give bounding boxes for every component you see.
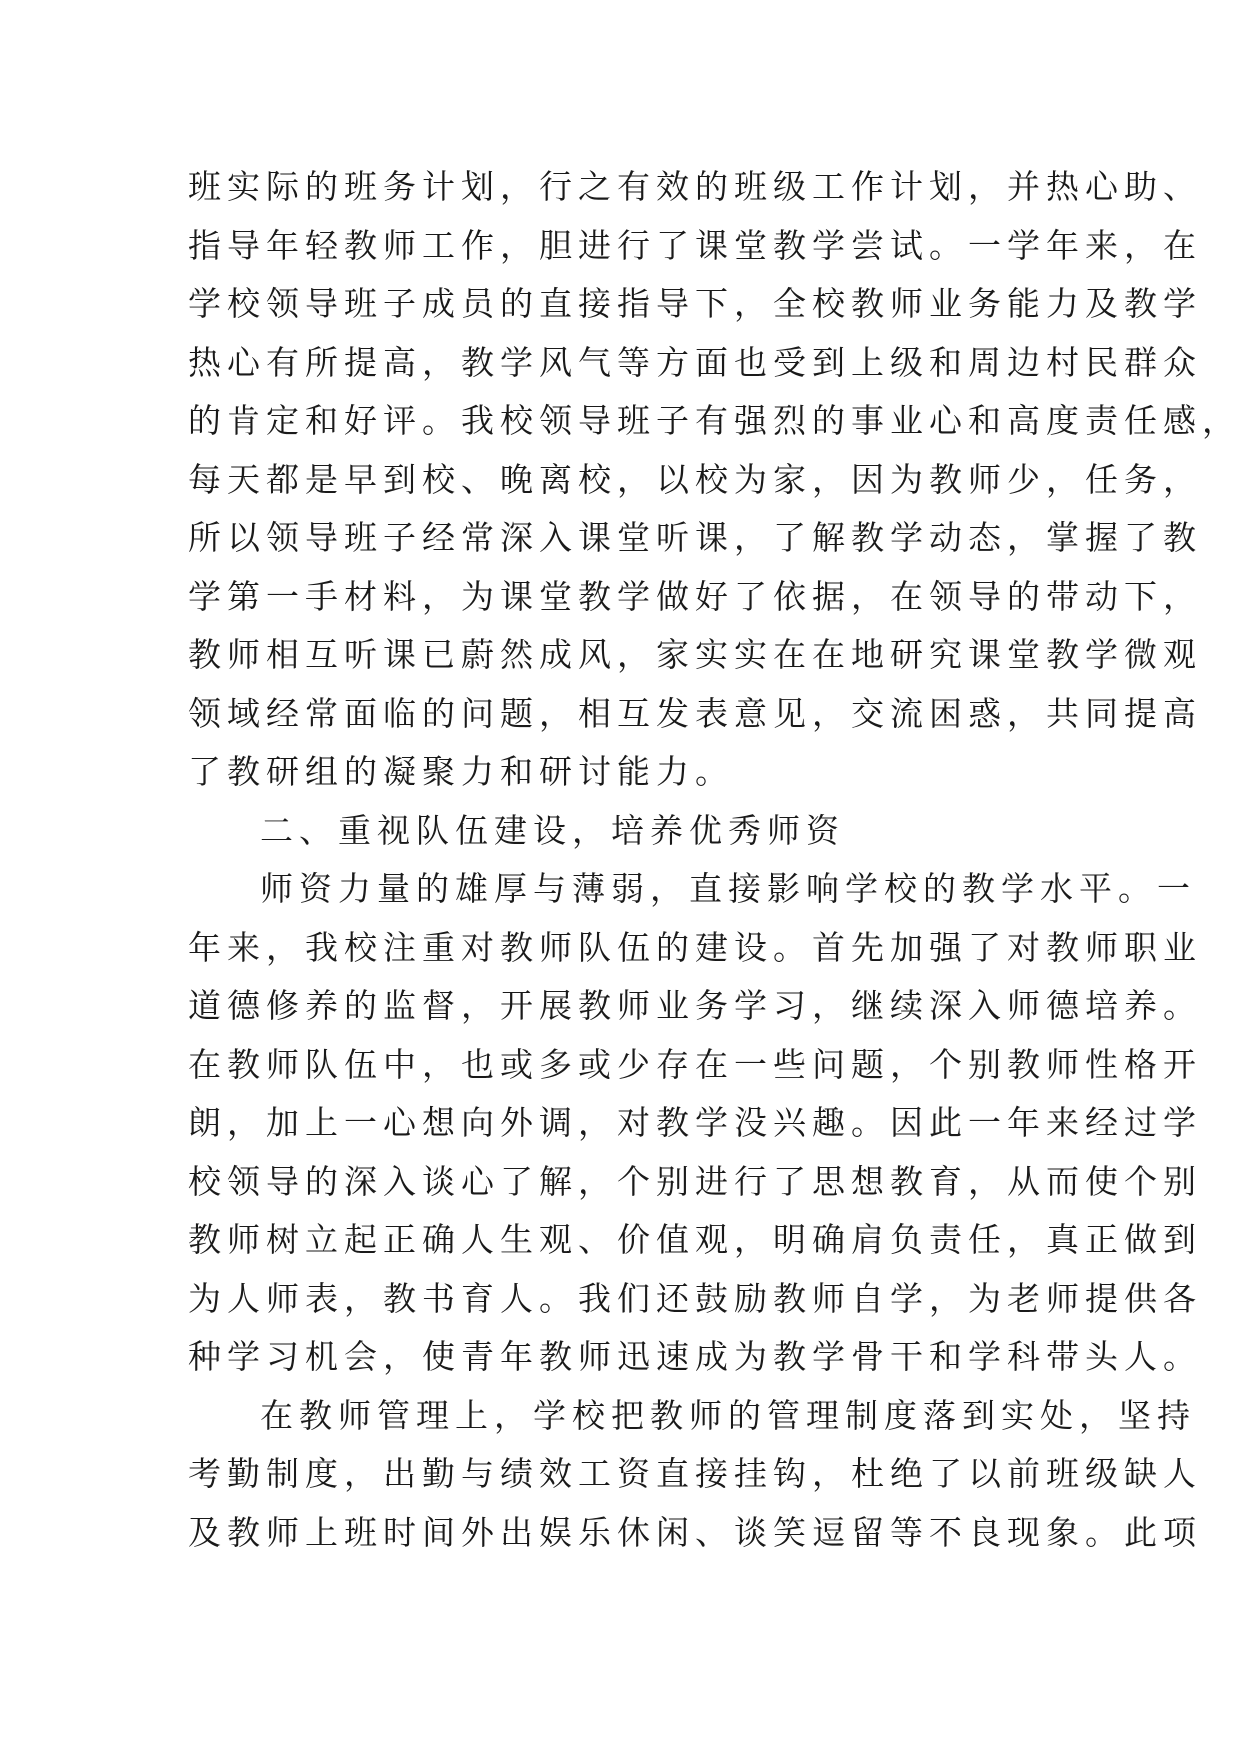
text-line: 指导年轻教师工作，胆进行了课堂教学尝试。一学年来，在 [188, 225, 1202, 265]
text-line: 所以领导班子经常深入课堂听课，了解教学动态，掌握了教 [188, 518, 1202, 557]
text-line: 学第一手材料，为课堂教学做好了依据，在领导的带动下， [188, 576, 1202, 616]
text-line: 教师树立起正确人生观、价值观，明确肩负责任，真正做到 [188, 1220, 1202, 1259]
text-line: 学校领导班子成员的直接指导下，全校教师业务能力及教学 [188, 284, 1202, 323]
text-line: 班实际的班务计划，行之有效的班级工作计划，并热心助、 [188, 167, 1202, 206]
text-line: 及教师上班时间外出娱乐休闲、谈笑逗留等不良现象。此项 [188, 1512, 1202, 1552]
text-line: 考勤制度，出勤与绩效工资直接挂钩，杜绝了以前班级缺人 [188, 1454, 1202, 1493]
paragraph-start-line: 在教师管理上，学校把教师的管理制度落到实处，坚持 [260, 1395, 1196, 1435]
text-line: 道德修养的监督，开展教师业务学习，继续深入师德培养。 [188, 986, 1202, 1025]
text-line: 朗，加上一心想向外调，对教学没兴趣。因此一年来经过学 [188, 1103, 1202, 1142]
text-line: 为人师表，教书育人。我们还鼓励教师自学，为老师提供各 [188, 1278, 1202, 1318]
text-line: 领域经常面临的问题，相互发表意见，交流困惑，共同提高 [188, 693, 1202, 733]
text-line: 的肯定和好评。我校领导班子有强烈的事业心和高度责任感， [188, 401, 1241, 440]
text-line: 在教师队伍中，也或多或少存在一些问题，个别教师性格开 [188, 1044, 1202, 1084]
paragraph-start-line: 师资力量的雄厚与薄弱，直接影响学校的教学水平。一 [260, 869, 1196, 908]
section-heading: 二、重视队伍建设，培养优秀师资 [260, 810, 845, 850]
text-line: 每天都是早到校、晚离校，以校为家，因为教师少，任务， [188, 459, 1202, 499]
text-line: 种学习机会，使青年教师迅速成为教学骨干和学科带头人。 [188, 1337, 1202, 1376]
text-line: 年来，我校注重对教师队伍的建设。首先加强了对教师职业 [188, 927, 1202, 967]
text-line: 校领导的深入谈心了解，个别进行了思想教育，从而使个别 [188, 1161, 1202, 1201]
text-line: 了教研组的凝聚力和研讨能力。 [188, 752, 734, 791]
text-line: 教师相互听课已蔚然成风，家实实在在地研究课堂教学微观 [188, 635, 1202, 674]
body-text [188, 158, 1241, 1562]
text-line: 热心有所提高，教学风气等方面也受到上级和周边村民群众 [188, 342, 1202, 382]
